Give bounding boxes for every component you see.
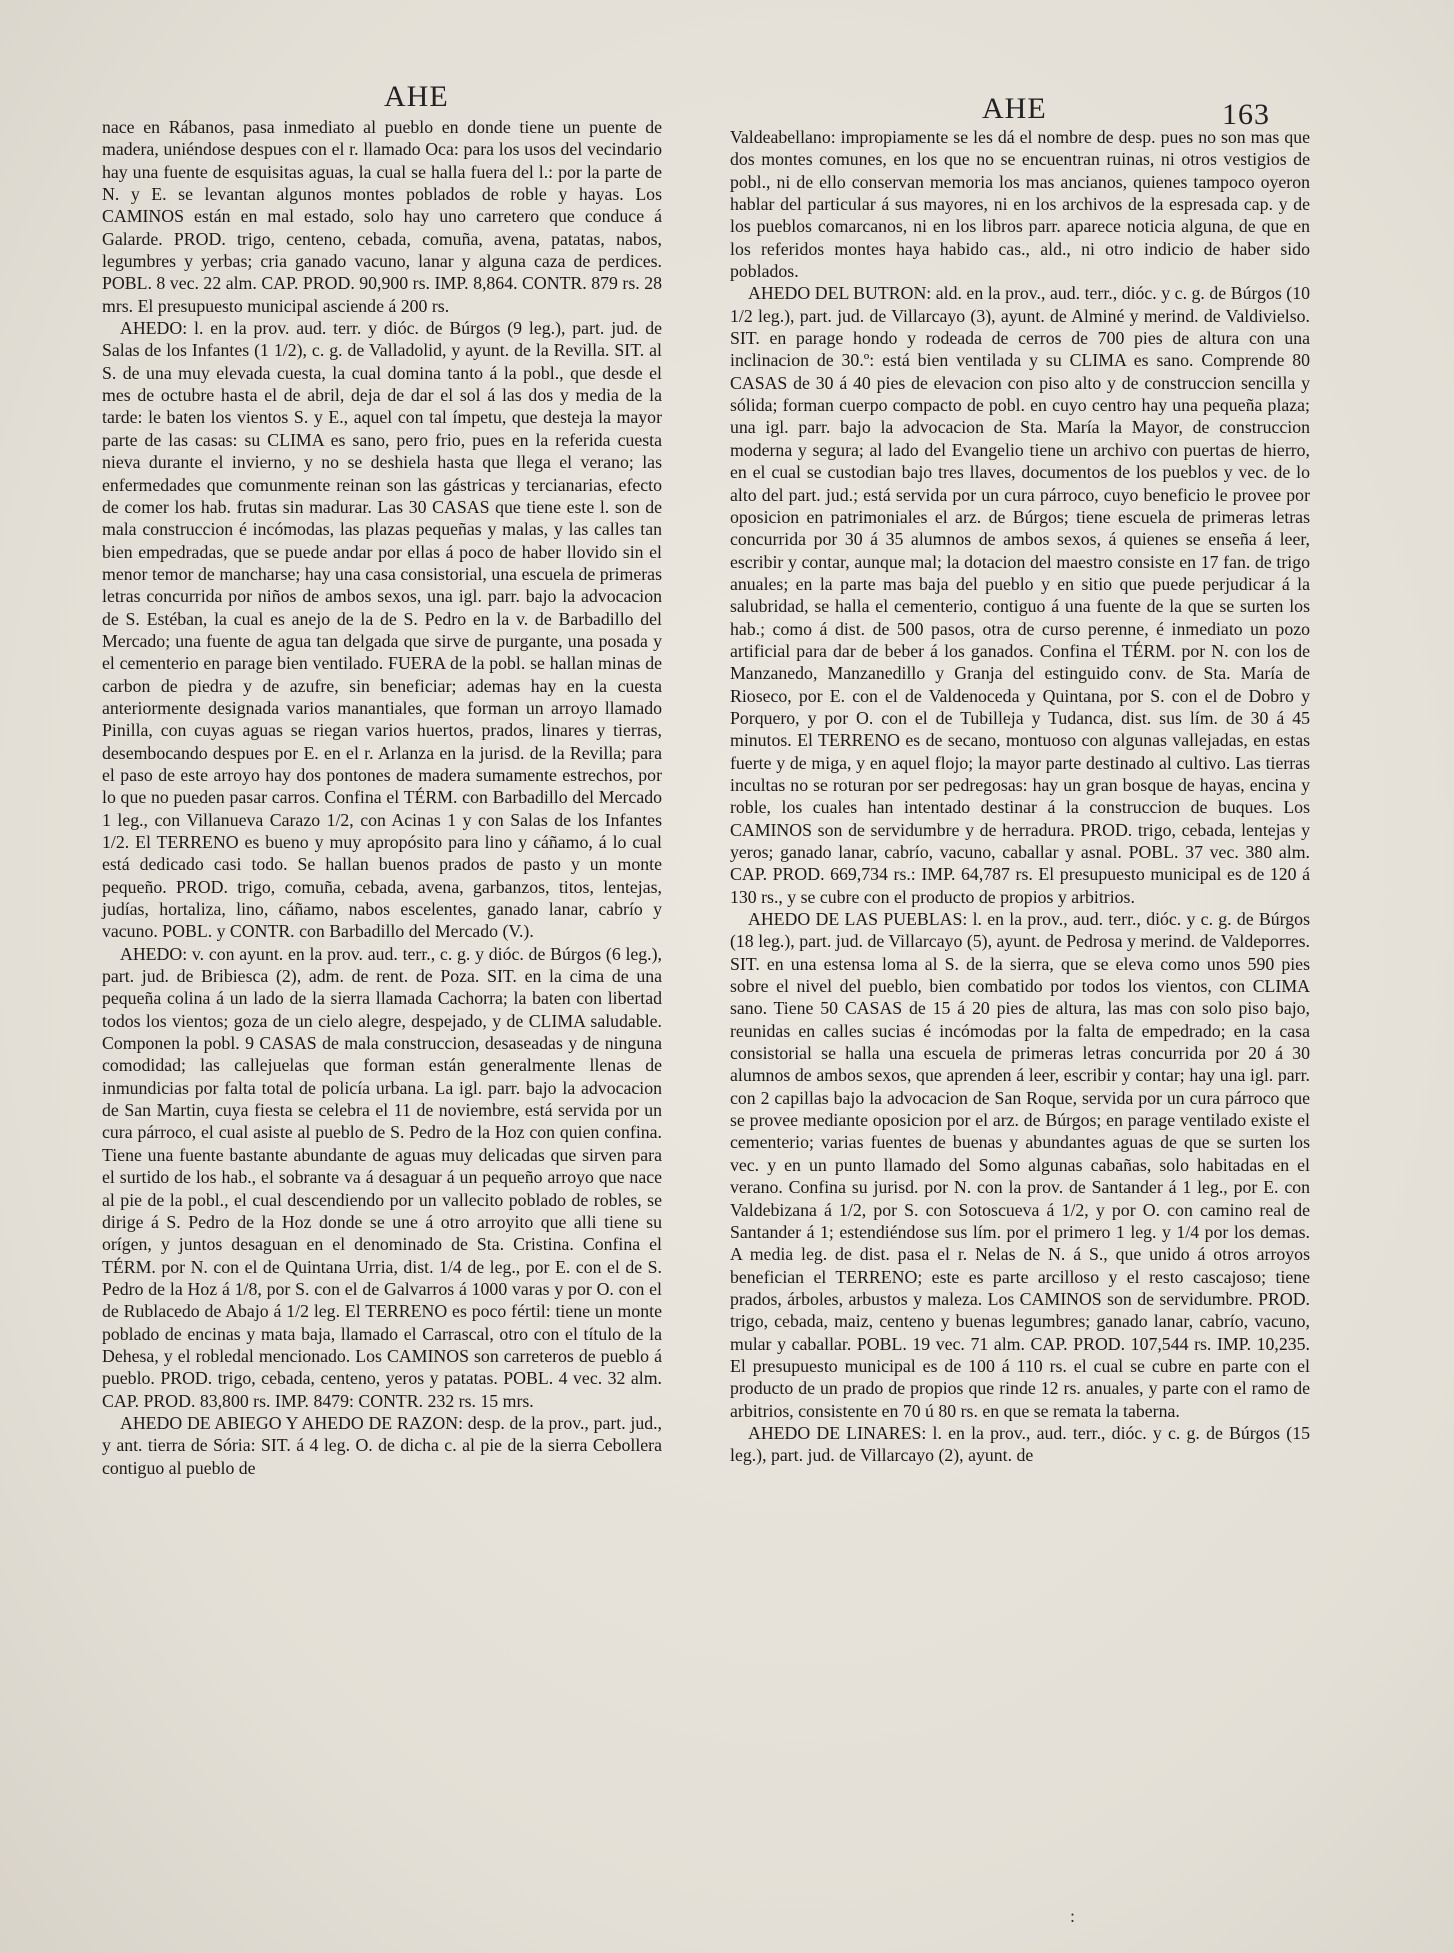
page-number: 163 [1222, 98, 1270, 131]
entry-ahedo-de-linares: AHEDO DE LINARES: l. en la prov., aud. terr., dióc. y c. g. de Búrgos (15 leg.), part. jud. de Villarcayo (2), ayunt. de [730, 1422, 1310, 1466]
footer-mark: : [1070, 1906, 1076, 1926]
left-column [102, 116, 662, 1479]
right-column [730, 126, 1310, 1467]
entry-ahedo-bribiesca: AHEDO: v. con ayunt. en la prov. aud. terr., c. g. y dióc. de Búrgos (6 leg.), part. jud. de Bribiesca (2), adm. de rent. de Poza. SIT. en la cima de una pequeña colina á un lado de la sierra llamada Cachorra; la baten con libertad todos los vientos; goza de un cielo alegre, despejado, y de CLIMA saludable. Componen la pobl. 9 CASAS de mala construccion, desaseadas y de ninguna comodidad; las callejuelas que forman están generalmente llenas de inmundicias por falta total de policía urbana. La igl. parr. bajo la advocacion de San Martin, cuya fiesta se celebra el 11 de noviembre, está servida por un cura párroco, el cual asiste al pueblo de S. Pedro de la Hoz con quien confina. Tiene una fuente bastante abundante de aguas muy delicadas que sirven para el surtido de los hab., el sobrante va á desaguar á un pequeño arroyo que nace al pie de la pobl., el cual descendiendo por un vallecito poblado de robles, se dirige á S. Pedro de la Hoz donde se une á otro arroyito que alli tiene su orígen, y juntos desaguan en el denominado de Sta. Cristina. Confina el TÉRM. por N. con el de Quintana Urria, dist. 1/4 de leg., por E. con el de S. Pedro de la Hoz á 1/8, por S. con el de Galvarros á 1000 varas y por O. con el de Rublacedo de Abajo á 1/2 leg. El TERRENO es poco fértil: tiene un monte poblado de encinas y mata baja, llamado el Carrascal, otro con el título de la Dehesa, y el robledal mencionado. Los CAMINOS son carreteros de pueblo á pueblo. PROD. trigo, cebada, centeno, yeros y patatas. POBL. 4 vec. 32 alm. CAP. PROD. 83,800 rs. IMP. 8479: CONTR. 232 rs. 15 mrs. [102, 943, 662, 1411]
entry-continuation-right: Valdeabellano: impropiamente se les dá el nombre de desp. pues no son mas que dos montes comunes, en los que no se encuentran ruinas, ni otros vestigios de pobl., ni de ello conservan memoria los mas ancianos, quienes tampoco oyeron hablar del particular á sus mayores, ni en los archivos de la espresada cap. y de los pueblos comarcanos, ni en los libros parr. aparece noticia alguna, de que en los referidos montes haya habido cas., ald., ni otro indicio de haber sido poblados. [730, 127, 1310, 282]
entry-ahedo-del-butron: AHEDO DEL BUTRON: ald. en la prov., aud. terr., dióc. y c. g. de Búrgos (10 1/2 leg.), part. jud. de Villarcayo (3), ayunt. de Alminé y merind. de Valdivielso. SIT. en parage hondo y rodeada de cerros de 700 pies de altura con una inclinacion de 30.º: está bien ventilada y su CLIMA es sano. Comprende 80 CASAS de 30 á 40 pies de elevacion con piso alto y de construccion sencilla y sólida; forman cuerpo compacto de pobl. en cuyo centro hay una pequeña plaza; una igl. parr. bajo la advocacion de Sta. María la Mayor, de construccion moderna y segura; al lado del Evangelio tiene un archivo con puertas de hierro, en el cual se custodian bajo tres llaves, documentos de los pueblos y vec. de lo alto del part. jud.; está servida por un cura párroco, cuyo beneficio le provee por oposicion en patrimoniales el arz. de Búrgos; tiene escuela de primeras letras concurrida por 30 á 35 alumnos de ambos sexos, á quienes se enseña á leer, escribir y contar, aunque mal; la dotacion del maestro consiste en 17 fan. de trigo anuales; en la parte mas baja del pueblo y en sitio que puede perjudicar á la salubridad, se halla el cementerio, contiguo á una fuente de la que se surten los hab.; como á dist. de 500 pasos, otra de curso perenne, é inmediato un pozo artificial para dar de beber á los ganados. Confina el TÉRM. por N. con los de Manzanedo, Manzanedillo y Granja del estinguido conv. de Sta. María de Rioseco, por E. con el de Valdenoceda y Quintana, por S. con el de Dobro y Porquero, y por O. con el de Tubilleja y Tudanca, dist. sus lím. de 30 á 45 minutos. El TERRENO es de secano, montuoso con algunas vallejadas, en estas fuerte y de miga, y en aquel flojo; la mayor parte destinado al cultivo. Las tierras incultas no se roturan por ser pedregosas: hay un gran bosque de hayas, encina y roble, los cuales han intentado destinar á la construccion de buques. Los CAMINOS son de servidumbre y de herradura. PROD. trigo, cebada, lentejas y yeros; ganado lanar, cabrío, vacuno, caballar y asnal. POBL. 37 vec. 380 alm. CAP. PROD. 669,734 rs.: IMP. 64,787 rs. El presupuesto municipal es de 120 á 130 rs., y se cubre con el producto de propios y arbitrios. [730, 283, 1310, 907]
entry-ahedo-salas: AHEDO: l. en la prov. aud. terr. y dióc. de Búrgos (9 leg.), part. jud. de Salas de los Infantes (1 1/2), c. g. de Valladolid, y ayunt. de la Revilla. SIT. al S. de una muy elevada cuesta, la cual domina tanto á la pobl., que desde el mes de octubre hasta el de abril, deja de dar el sol á las dos y media de la tarde: le baten los vientos S. y E., aquel con tal ímpetu, que desteja la mayor parte de las casas: su CLIMA es sano, pero frio, pues en la referida cuesta nieva durante el invierno, y no se deshiela hasta que llega el verano; las enfermedades que comunmente reinan son las gástricas y tercianarias, efecto de comer los hab. frutas sin madurar. Las 30 CASAS que tiene este l. son de mala construccion é incómodas, las plazas pequeñas y malas, y las calles tan bien empedradas, que se puede andar por ellas á poco de haber llovido sin el menor temor de mancharse; hay una casa consistorial, una escuela de primeras letras concurrida por niños de ambos sexos, una igl. parr. bajo la advocacion de S. Estéban, la cual es anejo de la de S. Pedro en la v. de Barbadillo del Mercado; una fuente de agua tan delgada que sirve de purgante, una posada y el cementerio en parage bien ventilado. FUERA de la pobl. se hallan minas de carbon de piedra y de azufre, sin beneficiar; ademas hay en la cuesta anteriormente designada varios manantiales, que forman un arroyo llamado Pinilla, con cuyas aguas se riegan varios huertos, prados, linares y tierras, desembocando despues por E. en el r. Arlanza en la jurisd. de la Revilla; para el paso de este arroyo hay dos pontones de madera sumamente estrechos, por lo que no pueden pasar carros. Confina el TÉRM. con Barbadillo del Mercado 1 leg., con Villanueva Carazo 1/2, con Acinas 1 y con Salas de los Infantes 1/2. El TERRENO es bueno y muy apropósito para lino y cáñamo, á lo cual está dedicado casi todo. Se hallan buenos prados de pasto y un monte pequeño. PROD. trigo, comuña, cebada, avena, garbanzos, titos, lentejas, judías, hortaliza, lino, cáñamo, nabos escelentes, ganado lanar, cabrío y vacuno. POBL. y CONTR. con Barbadillo del Mercado (V.). [102, 318, 662, 942]
running-head-left: AHE [384, 80, 449, 113]
column-divider [703, 116, 704, 1856]
entry-ahedo-de-abiego: AHEDO DE ABIEGO Y AHEDO DE RAZON: desp. de la prov., part. jud., y ant. tierra de Sória: SIT. á 4 leg. O. de dicha c. al pie de la sierra Cebollera contiguo al pueblo de [102, 1412, 662, 1478]
running-head-right: AHE [982, 92, 1047, 125]
entry-continuation: nace en Rábanos, pasa inmediato al pueblo en donde tiene un puente de madera, uniéndose despues con el r. llamado Oca: para los usos del vecindario hay una fuente de esquisitas aguas, la cual se halla fuera del l.: por la parte de N. y E. se levantan algunos montes poblados de roble y hayas. Los CAMINOS están en mal estado, solo hay uno carretero que conduce á Galarde. PROD. trigo, centeno, cebada, comuña, avena, patatas, nabos, legumbres y yerbas; cria ganado vacuno, lanar y alguna caza de perdices. POBL. 8 vec. 22 alm. CAP. PROD. 90,900 rs. IMP. 8,864. CONTR. 879 rs. 28 mrs. El presupuesto municipal asciende á 200 rs. [102, 117, 662, 316]
entry-ahedo-de-las-pueblas: AHEDO DE LAS PUEBLAS: l. en la prov., aud. terr., dióc. y c. g. de Búrgos (18 leg.), part. jud. de Villarcayo (5), ayunt. de Pedrosa y merind. de Valdeporres. SIT. en una estensa loma al S. de la sierra, que se eleva como unos 590 pies sobre el nivel del pueblo, bien combatido por todos los vientos, con CLIMA sano. Tiene 50 CASAS de 15 á 20 pies de altura, las mas con solo piso bajo, reunidas en calles sucias é incómodas por la falta de empedrado; en la casa consistorial se halla una escuela de primeras letras concurrida por 20 á 30 alumnos de ambos sexos, que aprenden á leer, escribir y contar; hay una igl. parr. con 2 capillas bajo la advocacion de San Roque, servida por un cura párroco que se provee mediante oposicion por el arz. de Búrgos; en parage ventilado existe el cementerio; varias fuentes de buenas y abundantes aguas de que se surten los vec. y en un punto llamado del Somo algunas cabañas, solo habitadas en el verano. Confina su jurisd. por N. con la prov. de Santander á 1 leg., por E. con Valdebizana á 1/2, por S. con Sotoscueva á 1/2, y por O. con camino real de Santander á 1; estendiéndose sus lím. por el primero 1 leg. y 1/4 por los demas. A media leg. de dist. pasa el r. Nelas de N. á S., que unido á otros arroyos benefician el TERRENO; este es parte arcilloso y el resto cascajoso; tiene prados, árboles, arbustos y maleza. Los CAMINOS son de servidumbre. PROD. trigo, cebada, maiz, centeno y buenas legumbres; ganado lanar, cabrío, vacuno, mular y caballar. POBL. 19 vec. 71 alm. CAP. PROD. 107,544 rs. IMP. 10,235. El presupuesto municipal es de 100 á 110 rs. el cual se cubre en parte con el producto de un prado de propios que rinde 12 rs. anuales, y parte con el ramo de arbitrios, consistente en 70 ú 80 rs. en que se remata la taberna. [730, 909, 1310, 1421]
